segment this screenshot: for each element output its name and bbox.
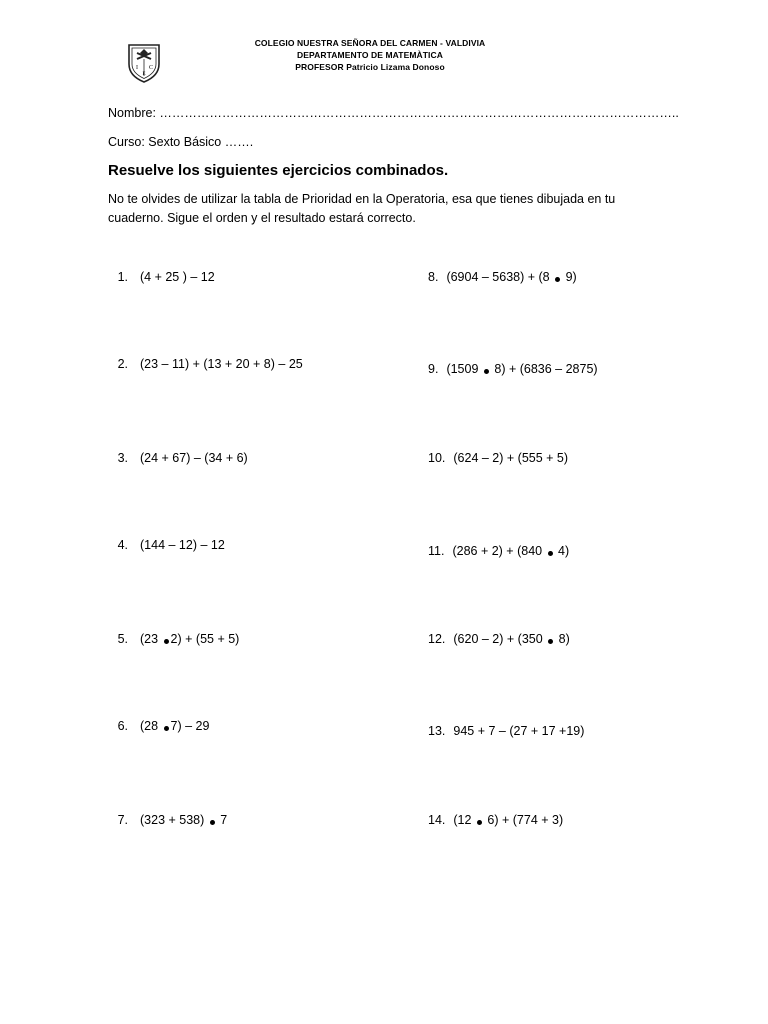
logo-letter-c: C — [148, 65, 154, 71]
exercise-number: 4. — [117, 538, 128, 552]
course-line: Curso: Sexto Básico ……. — [108, 135, 254, 149]
school-name: COLEGIO NUESTRA SEÑORA DEL CARMEN - VALDIVIA — [254, 38, 486, 48]
exercise-expression — [453, 724, 584, 738]
exercise-item — [428, 362, 598, 376]
multiplication-dot-icon — [164, 726, 169, 731]
exercise-expression — [446, 270, 576, 284]
school-crest-logo — [126, 40, 162, 84]
exercise-number: 2. — [117, 357, 128, 371]
multiplication-dot-icon — [477, 820, 482, 825]
expression-part: (620 – 2) + (350 — [453, 632, 547, 646]
expression-part: (24 + 67) – (34 + 6) — [140, 451, 248, 465]
exercise-item — [106, 357, 303, 371]
expression-part: 6) + (774 + 3) — [483, 813, 564, 827]
exercise-number: 12. — [428, 632, 446, 646]
expression-part: 945 + 7 – (27 + 17 +19) — [453, 724, 585, 738]
expression-part: (6904 – 5638) + (8 — [446, 270, 554, 284]
expression-part: (1509 — [446, 362, 482, 376]
expression-part: 9) — [562, 270, 577, 284]
exercise-item — [428, 270, 577, 284]
exercise-expression — [446, 362, 597, 376]
expression-part: 4) — [554, 544, 570, 558]
exercise-expression — [140, 632, 239, 646]
expression-part: (12 — [453, 813, 475, 827]
exercise-expression — [453, 813, 563, 827]
exercise-expression — [453, 632, 569, 646]
exercise-expression — [453, 451, 568, 465]
exercise-item — [428, 813, 563, 827]
expression-part: (28 — [140, 719, 162, 733]
exercise-item — [428, 632, 570, 646]
exercise-number: 3. — [117, 451, 128, 465]
expression-part: 7) – 29 — [170, 719, 210, 733]
expression-part: (4 + 25 ) – 12 — [140, 270, 215, 284]
exercise-number: 6. — [117, 719, 128, 733]
logo-letter-e: E — [142, 72, 146, 77]
exercise-number: 14. — [428, 813, 446, 827]
multiplication-dot-icon — [484, 369, 489, 374]
multiplication-dot-icon — [548, 551, 553, 556]
exercise-expression — [140, 451, 248, 465]
exercise-number: 7. — [117, 813, 128, 827]
exercise-number: 1. — [117, 270, 128, 284]
expression-part: (286 + 2) + (840 — [452, 544, 546, 558]
exercise-expression — [140, 357, 303, 371]
exercise-number: 11. — [428, 544, 445, 558]
expression-part: (323 + 538) — [140, 813, 208, 827]
exercise-item — [106, 451, 248, 465]
multiplication-dot-icon — [555, 277, 560, 282]
logo-letter-i: I — [136, 65, 138, 71]
exercise-number: 5. — [117, 632, 128, 646]
exercise-expression — [140, 270, 215, 284]
document-header — [160, 37, 580, 73]
expression-part: 8) + (6836 – 2875) — [490, 362, 598, 376]
exercise-item — [106, 719, 209, 733]
exercise-number: 10. — [428, 451, 446, 465]
expression-part: (144 – 12) – 12 — [140, 538, 225, 552]
expression-part: (23 — [140, 632, 162, 646]
expression-part: (23 – 11) + (13 + 20 + 8) – 25 — [140, 357, 303, 371]
expression-part: 7 — [216, 813, 228, 827]
exercise-item — [106, 270, 215, 284]
exercise-expression — [140, 538, 225, 552]
exercise-expression — [452, 544, 569, 558]
exercise-item — [428, 544, 569, 558]
expression-part: 2) + (55 + 5) — [170, 632, 240, 646]
exercise-item — [428, 451, 568, 465]
name-line: Nombre: …………………………………………………………………………………………………………….. — [108, 106, 679, 120]
exercise-number: 8. — [428, 270, 439, 284]
department-name: DEPARTAMENTO DE MATEMÀTICA — [297, 50, 443, 60]
multiplication-dot-icon — [164, 639, 169, 644]
expression-part: 8) — [555, 632, 570, 646]
instructions: No te olvides de utilizar la tabla de Prioridad en la Operatoria, esa que tienes dibujada en tu cuaderno. Sigue el orden y el resultado estará correcto. — [108, 192, 616, 225]
multiplication-dot-icon — [210, 820, 215, 825]
worksheet-title: Resuelve los siguientes ejercicios combinados. — [108, 162, 449, 179]
exercise-number: 13. — [428, 724, 446, 738]
exercise-item — [106, 632, 239, 646]
exercise-item — [106, 813, 227, 827]
exercise-expression — [140, 719, 209, 733]
multiplication-dot-icon — [548, 639, 553, 644]
exercise-number: 9. — [428, 362, 439, 376]
exercise-item — [428, 724, 584, 738]
exercise-expression — [140, 813, 227, 827]
teacher-name: PROFESOR Patricio Lizama Donoso — [295, 62, 445, 72]
exercise-item — [106, 538, 225, 552]
expression-part: (624 – 2) + (555 + 5) — [453, 451, 569, 465]
